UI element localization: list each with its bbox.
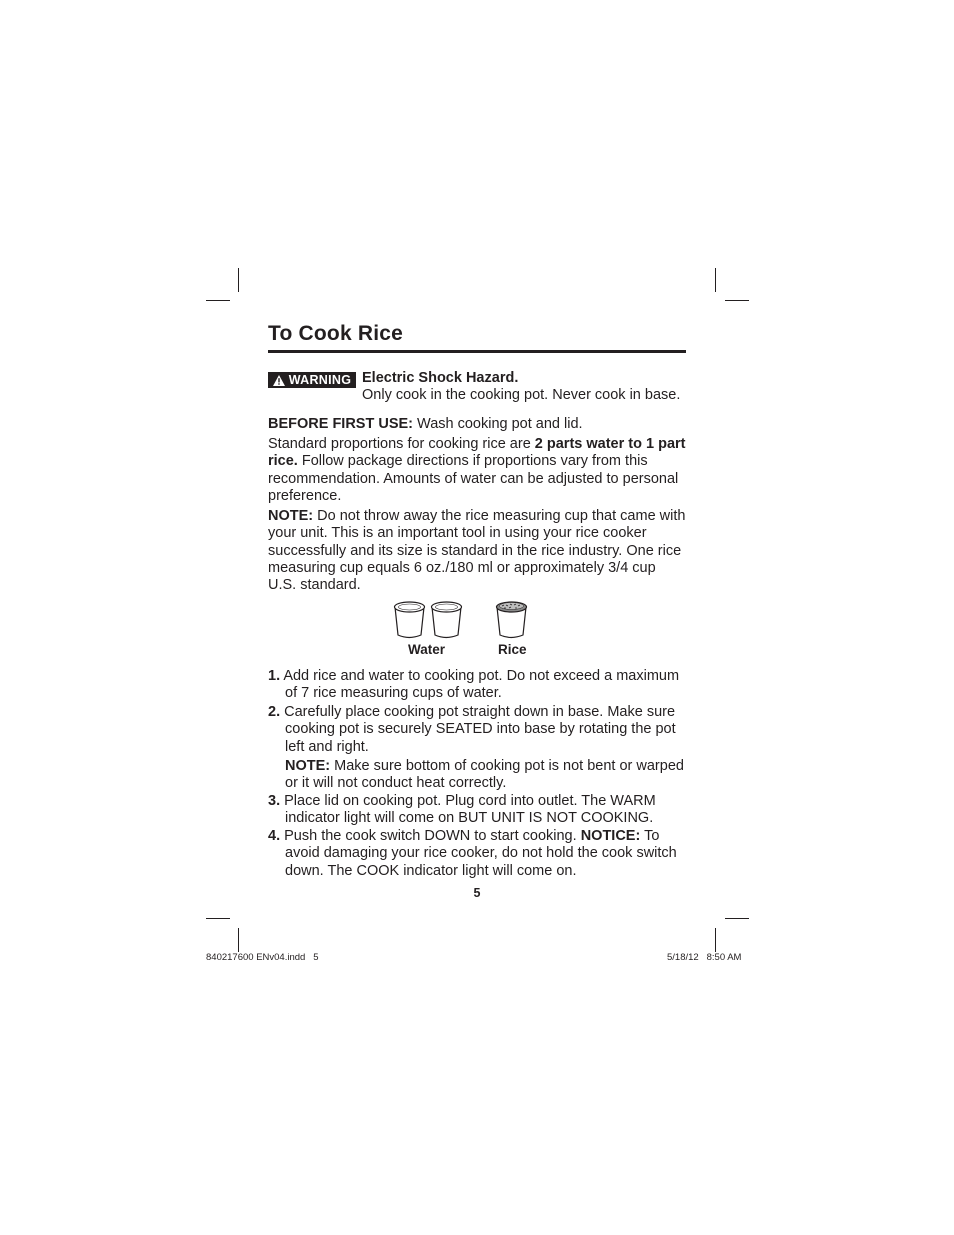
slug-right: 5/18/12 8:50 AM bbox=[667, 952, 742, 963]
rice-cup-icon bbox=[497, 602, 527, 638]
crop-mark bbox=[715, 268, 716, 292]
note-paragraph bbox=[268, 508, 686, 594]
step-note-text: Make sure bottom of cooking pot is not bent or warped or it will not conduct heat correctly. bbox=[285, 757, 684, 792]
page-number: 5 bbox=[473, 886, 481, 900]
proportions-rest: Follow package directions if proportions vary from this recommendation. Amounts of water can be adjusted to personal preference. bbox=[268, 453, 679, 504]
step-text: Add rice and water to cooking pot. Do not exceed a maximum of 7 rice measuring cups of water. bbox=[280, 668, 680, 702]
water-cup-icon bbox=[395, 602, 425, 638]
step-text: Place lid on cooking pot. Plug cord into outlet. The WARM indicator light will come on BUT UNIT IS NOT COOKING. bbox=[280, 793, 656, 827]
step-number: 2. bbox=[268, 704, 281, 720]
note-label: NOTE: bbox=[268, 508, 314, 524]
note-text: Do not throw away the rice measuring cup that came with your unit. This is an important tool in using your rice cooker successfully and its size is standard in the rice industry. One rice measuring cup equals 6 oz./180 ml or approximately 3/4 cup U.S. standard. bbox=[268, 508, 686, 594]
crop-mark bbox=[725, 918, 749, 919]
warning-text bbox=[362, 370, 680, 404]
warning-triangle-icon bbox=[273, 375, 285, 386]
step-number: 4. bbox=[268, 828, 281, 844]
warning-badge-label: WARNING bbox=[288, 373, 352, 387]
warning-body: Only cook in the cooking pot. Never cook in base. bbox=[362, 387, 681, 403]
title-rule bbox=[268, 350, 686, 353]
step-2 bbox=[268, 704, 686, 792]
crop-mark bbox=[206, 300, 230, 301]
before-first-use bbox=[268, 416, 686, 433]
crop-mark bbox=[725, 300, 749, 301]
crop-mark bbox=[715, 928, 716, 952]
step-2-note bbox=[285, 758, 686, 793]
before-first-use-text: Wash cooking pot and lid. bbox=[413, 416, 583, 432]
step-note-label: NOTE: bbox=[285, 757, 331, 774]
before-first-use-label: BEFORE FIRST USE: bbox=[268, 416, 414, 432]
step-1 bbox=[268, 668, 686, 703]
step-text: Push the cook switch DOWN to start cooking. bbox=[280, 828, 581, 844]
manual-page bbox=[268, 322, 686, 900]
step-text: Carefully place cooking pot straight down in base. Make sure cooking pot is securely SEATED into base by rotating the pot left and right. bbox=[280, 704, 676, 755]
crop-mark bbox=[238, 928, 239, 952]
water-cup-icon bbox=[432, 602, 462, 638]
step-3 bbox=[268, 793, 686, 828]
step-4 bbox=[268, 828, 686, 880]
step-notice-label: NOTICE: bbox=[580, 828, 641, 844]
crop-mark bbox=[206, 918, 230, 919]
page-title: To Cook Rice bbox=[268, 322, 404, 345]
step-number: 3. bbox=[268, 793, 281, 809]
proportions-lead: Standard proportions for cooking rice are bbox=[268, 436, 535, 452]
step-notice-text: To avoid damaging your rice cooker, do not hold the cook switch down. The COOK indicator light will come on. bbox=[285, 828, 677, 879]
proportions-bold: 2 parts water to 1 part rice. bbox=[268, 436, 686, 470]
warning-badge bbox=[268, 372, 356, 388]
proportions-paragraph bbox=[268, 436, 686, 505]
water-label: Water bbox=[408, 642, 446, 657]
rice-label: Rice bbox=[498, 642, 527, 657]
warning-heading: Electric Shock Hazard. bbox=[362, 370, 519, 386]
step-number: 1. bbox=[268, 668, 281, 684]
crop-mark bbox=[238, 268, 239, 292]
slug-left: 840217600 ENv04.indd 5 bbox=[206, 952, 319, 963]
